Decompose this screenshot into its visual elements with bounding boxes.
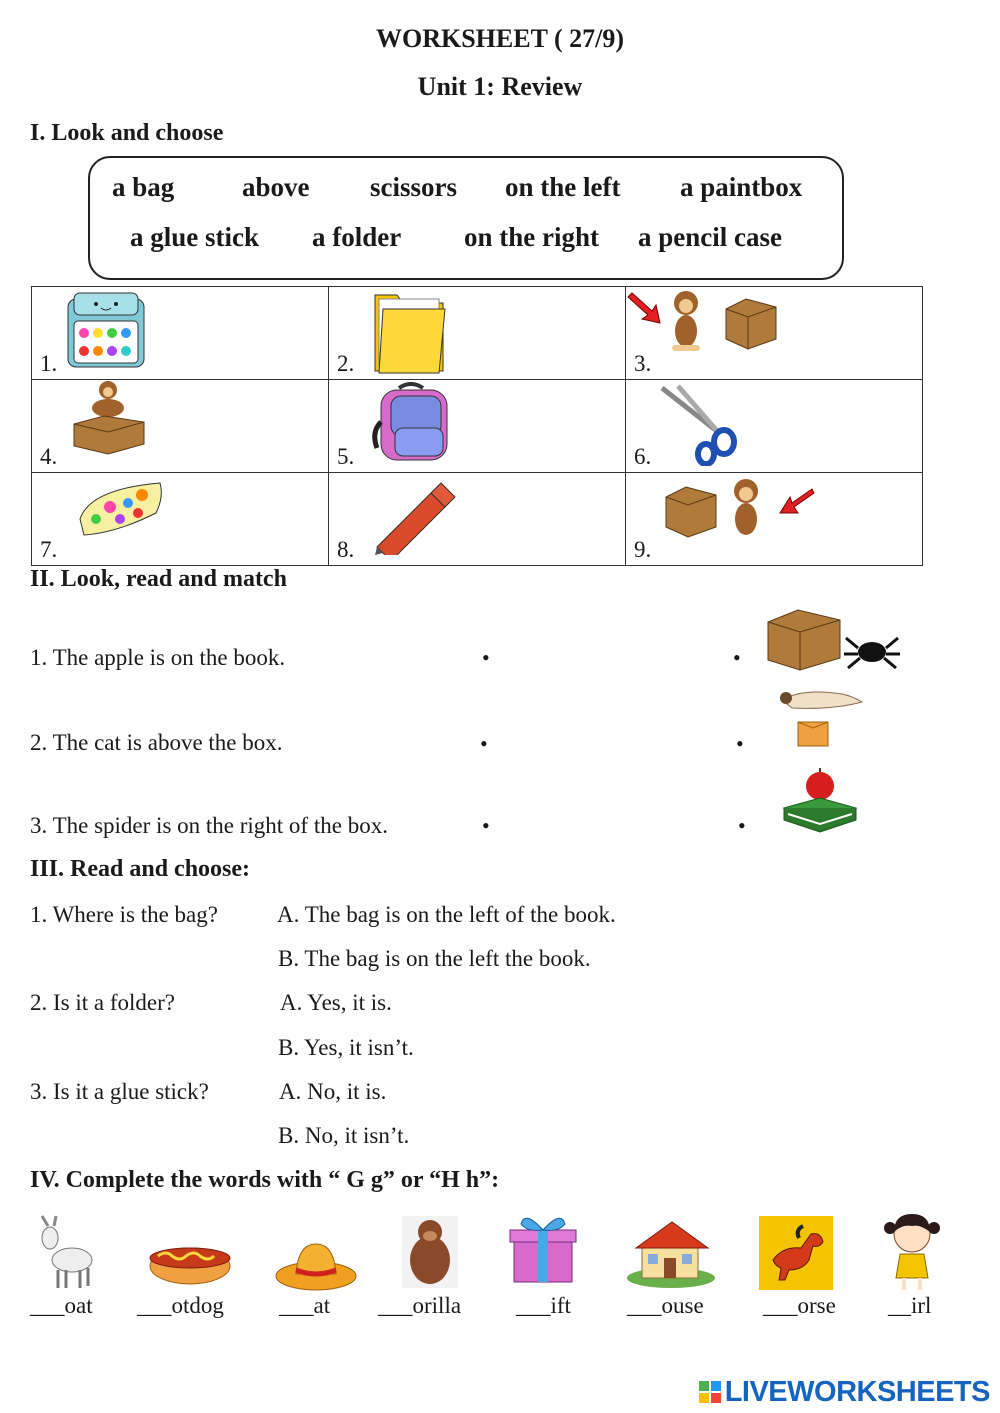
word-option: a glue stick: [130, 222, 260, 252]
section3-heading: III. Read and choose:: [30, 856, 251, 882]
apple-on-book-icon: [780, 768, 860, 836]
gift-icon: [508, 1210, 578, 1286]
monkey-right-of-box-icon: [662, 475, 822, 545]
word-blank[interactable]: __irl: [888, 1293, 932, 1318]
grid-cell[interactable]: [32, 380, 329, 473]
folder-icon: [369, 289, 449, 375]
hat-icon: [274, 1240, 358, 1292]
word-blank[interactable]: ___orse: [763, 1293, 836, 1318]
grid-cell[interactable]: [32, 287, 329, 380]
match-dot-right[interactable]: •: [733, 645, 741, 670]
grid-cell[interactable]: [329, 380, 626, 473]
girl-icon: [882, 1212, 946, 1292]
picture-grid: [31, 286, 923, 566]
option-b[interactable]: B. The bag is on the left the book.: [278, 946, 591, 971]
section1-heading: I. Look and choose: [30, 120, 224, 146]
goat-icon: [34, 1212, 100, 1290]
grid-cell[interactable]: [626, 473, 923, 566]
gorilla-icon: [402, 1216, 458, 1288]
word-blank[interactable]: ___ift: [516, 1293, 571, 1318]
match-dot-right[interactable]: •: [736, 731, 744, 756]
question: 2. Is it a folder?: [30, 990, 175, 1015]
glue-stick-icon: [369, 475, 459, 555]
monkey-above-box-icon: [68, 380, 148, 456]
question: 3. Is it a glue stick?: [30, 1079, 209, 1104]
word-option: on the right: [464, 222, 599, 252]
logo-mark-icon: [699, 1381, 721, 1403]
cell-number: 1.: [40, 351, 58, 376]
match-dot-right[interactable]: •: [738, 813, 746, 838]
match-dot-left[interactable]: •: [482, 813, 490, 838]
word-bank: [88, 156, 844, 280]
worksheet-subtitle: Unit 1: Review: [417, 72, 583, 101]
match-sentence: 3. The spider is on the right of the box.: [30, 813, 388, 838]
cat-above-box-icon: [776, 686, 868, 750]
section2-heading: II. Look, read and match: [30, 566, 287, 592]
word-option: a folder: [312, 222, 402, 252]
option-b[interactable]: B. Yes, it isn’t.: [278, 1035, 414, 1060]
house-icon: [626, 1212, 716, 1288]
logo-text: LIVEWORKSHEETS: [724, 1376, 990, 1408]
cell-number: 3.: [634, 351, 652, 376]
worksheet-title: WORKSHEET ( 27/9): [375, 24, 624, 53]
horse-icon: [759, 1216, 833, 1290]
grid-cell[interactable]: [626, 287, 923, 380]
word-option: scissors: [370, 172, 457, 202]
word-blank[interactable]: ___otdog: [137, 1293, 224, 1318]
word-option: above: [242, 172, 310, 202]
cell-number: 5.: [337, 444, 355, 469]
word-option: a paintbox: [680, 172, 803, 202]
option-a[interactable]: A. The bag is on the left of the book.: [277, 902, 616, 927]
box-spider-icon: [764, 608, 904, 672]
hotdog-icon: [146, 1228, 236, 1292]
grid-cell[interactable]: [329, 287, 626, 380]
section4-heading: IV. Complete the words with “ G g” or “H h”:: [30, 1167, 500, 1193]
option-a[interactable]: A. No, it is.: [279, 1079, 387, 1104]
match-dot-left[interactable]: •: [482, 645, 490, 670]
cell-number: 7.: [40, 537, 58, 562]
cell-number: 6.: [634, 444, 652, 469]
cell-number: 8.: [337, 537, 355, 562]
paintbox-icon: [66, 291, 146, 371]
word-blank[interactable]: ___orilla: [378, 1293, 462, 1318]
backpack-icon: [369, 382, 453, 466]
liveworksheets-logo[interactable]: [699, 1376, 990, 1409]
word-option: a pencil case: [638, 222, 782, 252]
word-blank[interactable]: ___at: [279, 1293, 331, 1318]
grid-cell[interactable]: [329, 473, 626, 566]
grid-cell[interactable]: [626, 380, 923, 473]
match-sentence: 1. The apple is on the book.: [30, 645, 286, 670]
scissors-icon: [656, 382, 746, 466]
cell-number: 2.: [337, 351, 355, 376]
question: 1. Where is the bag?: [30, 902, 218, 927]
pencil-case-icon: [76, 479, 166, 543]
monkey-left-of-box-icon: [626, 287, 786, 357]
grid-cell[interactable]: [32, 473, 329, 566]
option-a[interactable]: A. Yes, it is.: [280, 990, 392, 1015]
word-option: a bag: [112, 172, 175, 202]
cell-number: 9.: [634, 537, 652, 562]
word-blank[interactable]: ___ouse: [627, 1293, 704, 1318]
cell-number: 4.: [40, 444, 58, 469]
word-blank[interactable]: ___oat: [30, 1293, 93, 1318]
option-b[interactable]: B. No, it isn’t.: [278, 1123, 410, 1148]
match-dot-left[interactable]: •: [480, 731, 488, 756]
match-sentence: 2. The cat is above the box.: [30, 730, 283, 755]
word-option: on the left: [505, 172, 621, 202]
